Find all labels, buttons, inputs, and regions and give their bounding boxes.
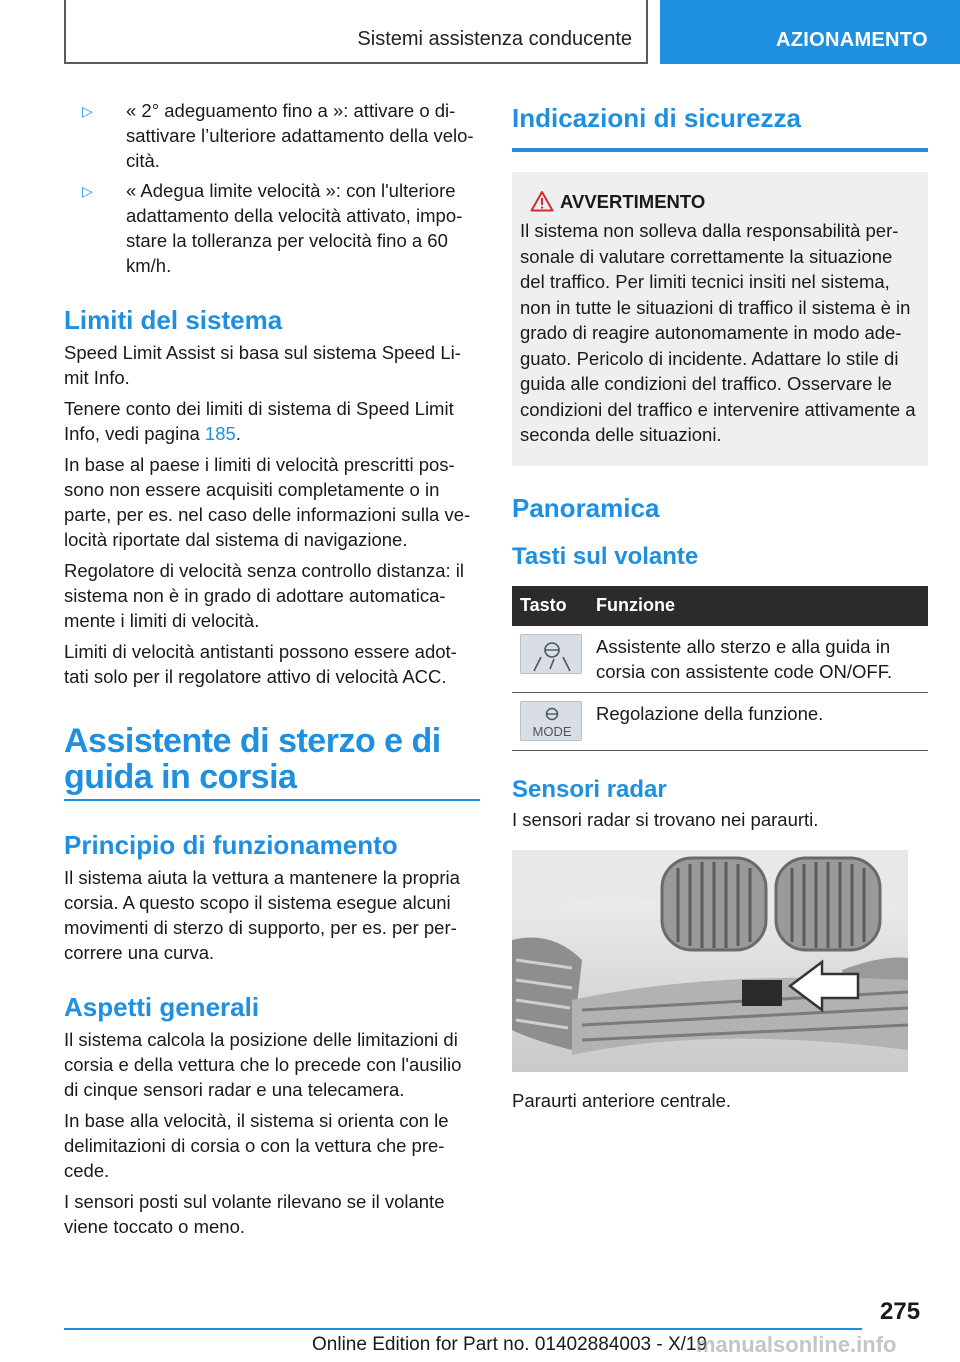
left-column bbox=[64, 98, 480, 1245]
list-item bbox=[64, 98, 480, 173]
table-row bbox=[512, 626, 928, 693]
triangle-bullet-icon: ▷ bbox=[82, 183, 93, 199]
table-header-cell: Funzione bbox=[588, 586, 928, 626]
header-section-title: Sistemi assistenza conducente bbox=[357, 28, 632, 50]
bumper-photo bbox=[512, 850, 908, 1072]
aspetti-paragraph: Il sistema calcola la posizione delle limitazioni di corsia e della vettura che lo precede con l'ausilio di cinque sensori radar e una telecamera. bbox=[64, 1029, 462, 1100]
triangle-bullet-icon: ▷ bbox=[82, 103, 93, 119]
lane-assist-icon bbox=[520, 634, 582, 674]
warning-box bbox=[512, 172, 928, 466]
photo-caption: Paraurti anteriore centrale. bbox=[512, 1089, 732, 1111]
warning-label: AVVERTIMENTO bbox=[560, 191, 706, 212]
aspetti-heading: Aspetti generali bbox=[64, 992, 260, 1022]
bullet-text: « 2° adeguamento fino a »: attivare o di-sattivare l’ulteriore adattamento della velo-cità. bbox=[126, 100, 474, 171]
list-item bbox=[64, 178, 480, 278]
limiti-paragraph: Limiti di velocità antistanti possono essere adot-tati solo per il regolatore attivo di velocità ACC. bbox=[64, 641, 457, 687]
safety-heading: Indicazioni di sicurezza bbox=[512, 103, 801, 133]
footer-divider bbox=[64, 1328, 862, 1330]
watermark-logo: manualsonline.info bbox=[696, 1332, 897, 1357]
table-header-row bbox=[512, 586, 928, 626]
safety-divider bbox=[512, 148, 928, 152]
table-cell-text: Assistente allo sterzo e alla guida in corsia con assistente code ON/OFF. bbox=[588, 626, 928, 693]
table-header-cell: Tasto bbox=[512, 586, 588, 626]
footer-edition: Online Edition for Part no. 01402884003 - X/19 bbox=[312, 1334, 708, 1355]
header-chapter-label: AZIONAMENTO bbox=[776, 29, 928, 51]
warning-triangle-icon bbox=[530, 190, 554, 212]
header-chapter-tab bbox=[660, 0, 960, 64]
warning-text: Il sistema non solleva dalla responsabilità per-sonale di valutare correttamente la situazione del traffico. Per limiti tecnici insiti nel sistema, non in tutte le situazioni di traffico il sistema è in grado di reagire autonomamente in modo ade-guato. Pericolo di incidente. Adattare lo stile di guida alle condizioni del traffico. Osservare le condizioni del traffico e intervenire attivamente a seconda delle situazioni. bbox=[520, 220, 916, 445]
limiti-heading: Limiti del sistema bbox=[64, 305, 283, 335]
tasti-heading: Tasti sul volante bbox=[512, 542, 699, 570]
table-cell-icon bbox=[512, 626, 588, 693]
aspetti-paragraph: I sensori posti sul volante rilevano se il volante viene toccato o meno. bbox=[64, 1191, 445, 1237]
chapter-title: Assistente di sterzo e di guida in corsia bbox=[64, 723, 480, 801]
table-row bbox=[512, 692, 928, 750]
svg-text:MODE: MODE bbox=[532, 723, 572, 739]
aspetti-paragraph: In base alla velocità, il sistema si orienta con le delimitazioni di corsia o con la vettura che pre-cede. bbox=[64, 1110, 449, 1181]
keys-table bbox=[512, 586, 928, 751]
sensori-paragraph: I sensori radar si trovano nei paraurti. bbox=[512, 808, 819, 830]
mode-button-icon bbox=[520, 701, 582, 741]
right-column bbox=[512, 98, 928, 1119]
page-link[interactable]: 185 bbox=[204, 423, 236, 444]
panoramica-heading: Panoramica bbox=[512, 492, 660, 523]
warning-header bbox=[520, 190, 920, 214]
limiti-reference-paragraph: Tenere conto dei limiti di sistema di Speed Limit Info, vedi pagina 185. bbox=[64, 398, 454, 444]
limiti-paragraph: In base al paese i limiti di velocità prescritti pos-sono non essere acquisiti completamente o in parte, per es. nel caso delle informazioni sulla ve-locità riportate dal sistema di navigazione. bbox=[64, 454, 471, 550]
header-section-box bbox=[64, 0, 648, 64]
bullet-text: « Adegua limite velocità »: con l'ulteriore adattamento della velocità attivato, impo-stare la tolleranza per velocità fino a 60 km/h. bbox=[126, 180, 463, 276]
table-cell-text: Regolazione della funzione. bbox=[588, 692, 928, 750]
principio-heading: Principio di funzionamento bbox=[64, 830, 398, 860]
sensori-heading: Sensori radar bbox=[512, 775, 667, 803]
page-number: 275 bbox=[880, 1298, 921, 1325]
limiti-paragraph: Speed Limit Assist si basa sul sistema Speed Li-mit Info. bbox=[64, 342, 461, 388]
principio-paragraph: Il sistema aiuta la vettura a mantenere la propria corsia. A questo scopo il sistema esegue alcuni movimenti di sterzo di supporto, per es. per per-correre una curva. bbox=[64, 867, 460, 963]
limiti-paragraph: Regolatore di velocità senza controllo distanza: il sistema non è in grado di adottare automatica-mente i limiti di velocità. bbox=[64, 560, 465, 631]
table-cell-icon bbox=[512, 692, 588, 750]
